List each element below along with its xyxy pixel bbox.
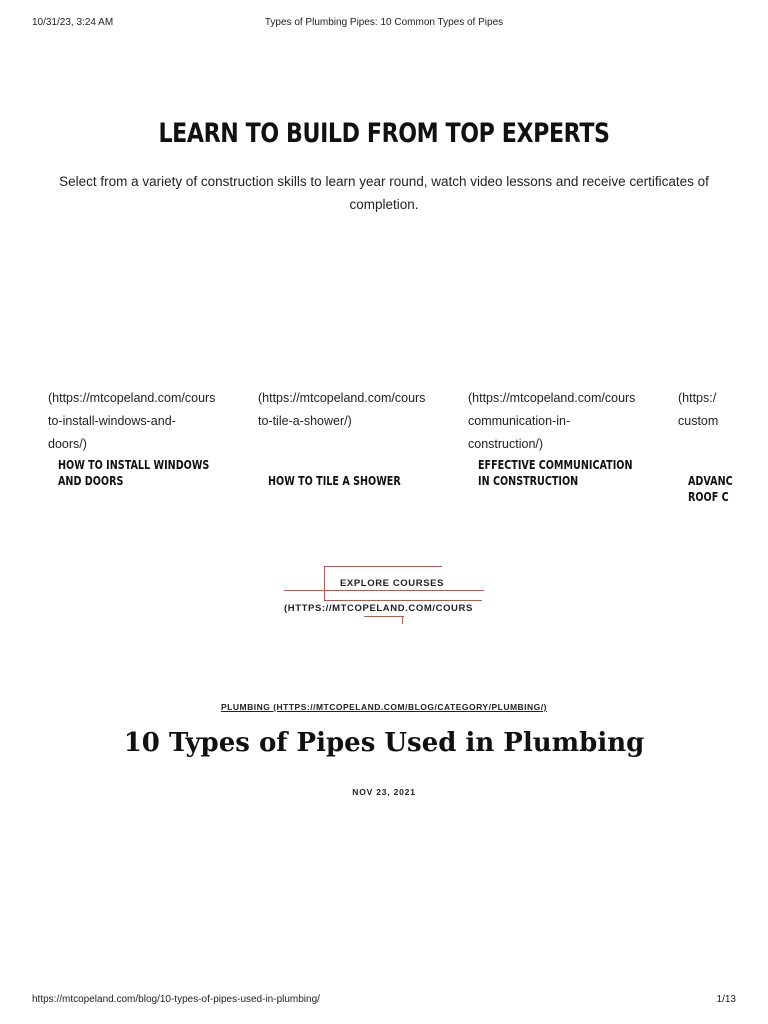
- course-card-advanced-roof[interactable]: [678, 387, 733, 517]
- button-border-line: [324, 566, 442, 567]
- course-title[interactable]: ADVANC ROOF C: [688, 474, 733, 504]
- course-title[interactable]: EFFECTIVE COMMUNICATION IN CONSTRUCTION: [478, 458, 633, 488]
- category-link[interactable]: PLUMBING (HTTPS://MTCOPELAND.COM/BLOG/CATEGORY/PLUMBING/): [221, 702, 547, 712]
- print-timestamp: 10/31/23, 3:24 AM: [32, 17, 114, 28]
- explore-courses-button[interactable]: [284, 566, 484, 626]
- hero-title: LEARN TO BUILD FROM TOP EXPERTS: [158, 118, 610, 149]
- course-link-url[interactable]: (https://mtcopeland.com/cours communication-in- construction/): [468, 391, 636, 451]
- print-footer: [0, 994, 768, 1008]
- explore-courses-url[interactable]: (HTTPS://MTCOPELAND.COM/COURS: [284, 603, 473, 614]
- link-underline: [364, 616, 404, 617]
- button-border-line: [324, 566, 325, 600]
- course-link-url[interactable]: (https://mtcopeland.com/cours to-install-windows-and- doors/): [48, 391, 216, 451]
- print-document-title: Types of Plumbing Pipes: 10 Common Types of Pipes: [264, 17, 504, 28]
- course-link-url[interactable]: (https://mtcopeland.com/cours to-tile-a-shower/): [258, 391, 426, 428]
- course-title[interactable]: HOW TO INSTALL WINDOWS AND DOORS: [58, 458, 210, 488]
- course-card-install-windows[interactable]: [48, 387, 248, 517]
- explore-courses-label[interactable]: EXPLORE COURSES: [340, 578, 445, 589]
- article-title: 10 Types of Pipes Used in Plumbing: [123, 728, 645, 758]
- course-carousel: [48, 387, 733, 517]
- hero-subtitle: Select from a variety of construction skills to learn year round, watch video lessons and receive certificates of completion.: [59, 174, 709, 212]
- print-header: [0, 17, 768, 31]
- button-border-line: [284, 590, 484, 591]
- course-link-url[interactable]: (https:/ custom: [678, 391, 719, 428]
- link-underline: [402, 616, 403, 624]
- print-page-number: 1/13: [716, 994, 736, 1005]
- course-card-effective-communication[interactable]: [468, 387, 668, 517]
- article-date: NOV 23, 2021: [352, 787, 416, 797]
- course-card-tile-shower[interactable]: [258, 387, 458, 517]
- print-page-url: https://mtcopeland.com/blog/10-types-of-pipes-used-in-plumbing/: [32, 994, 320, 1005]
- button-border-line: [324, 600, 482, 601]
- course-title[interactable]: HOW TO TILE A SHOWER: [268, 474, 401, 488]
